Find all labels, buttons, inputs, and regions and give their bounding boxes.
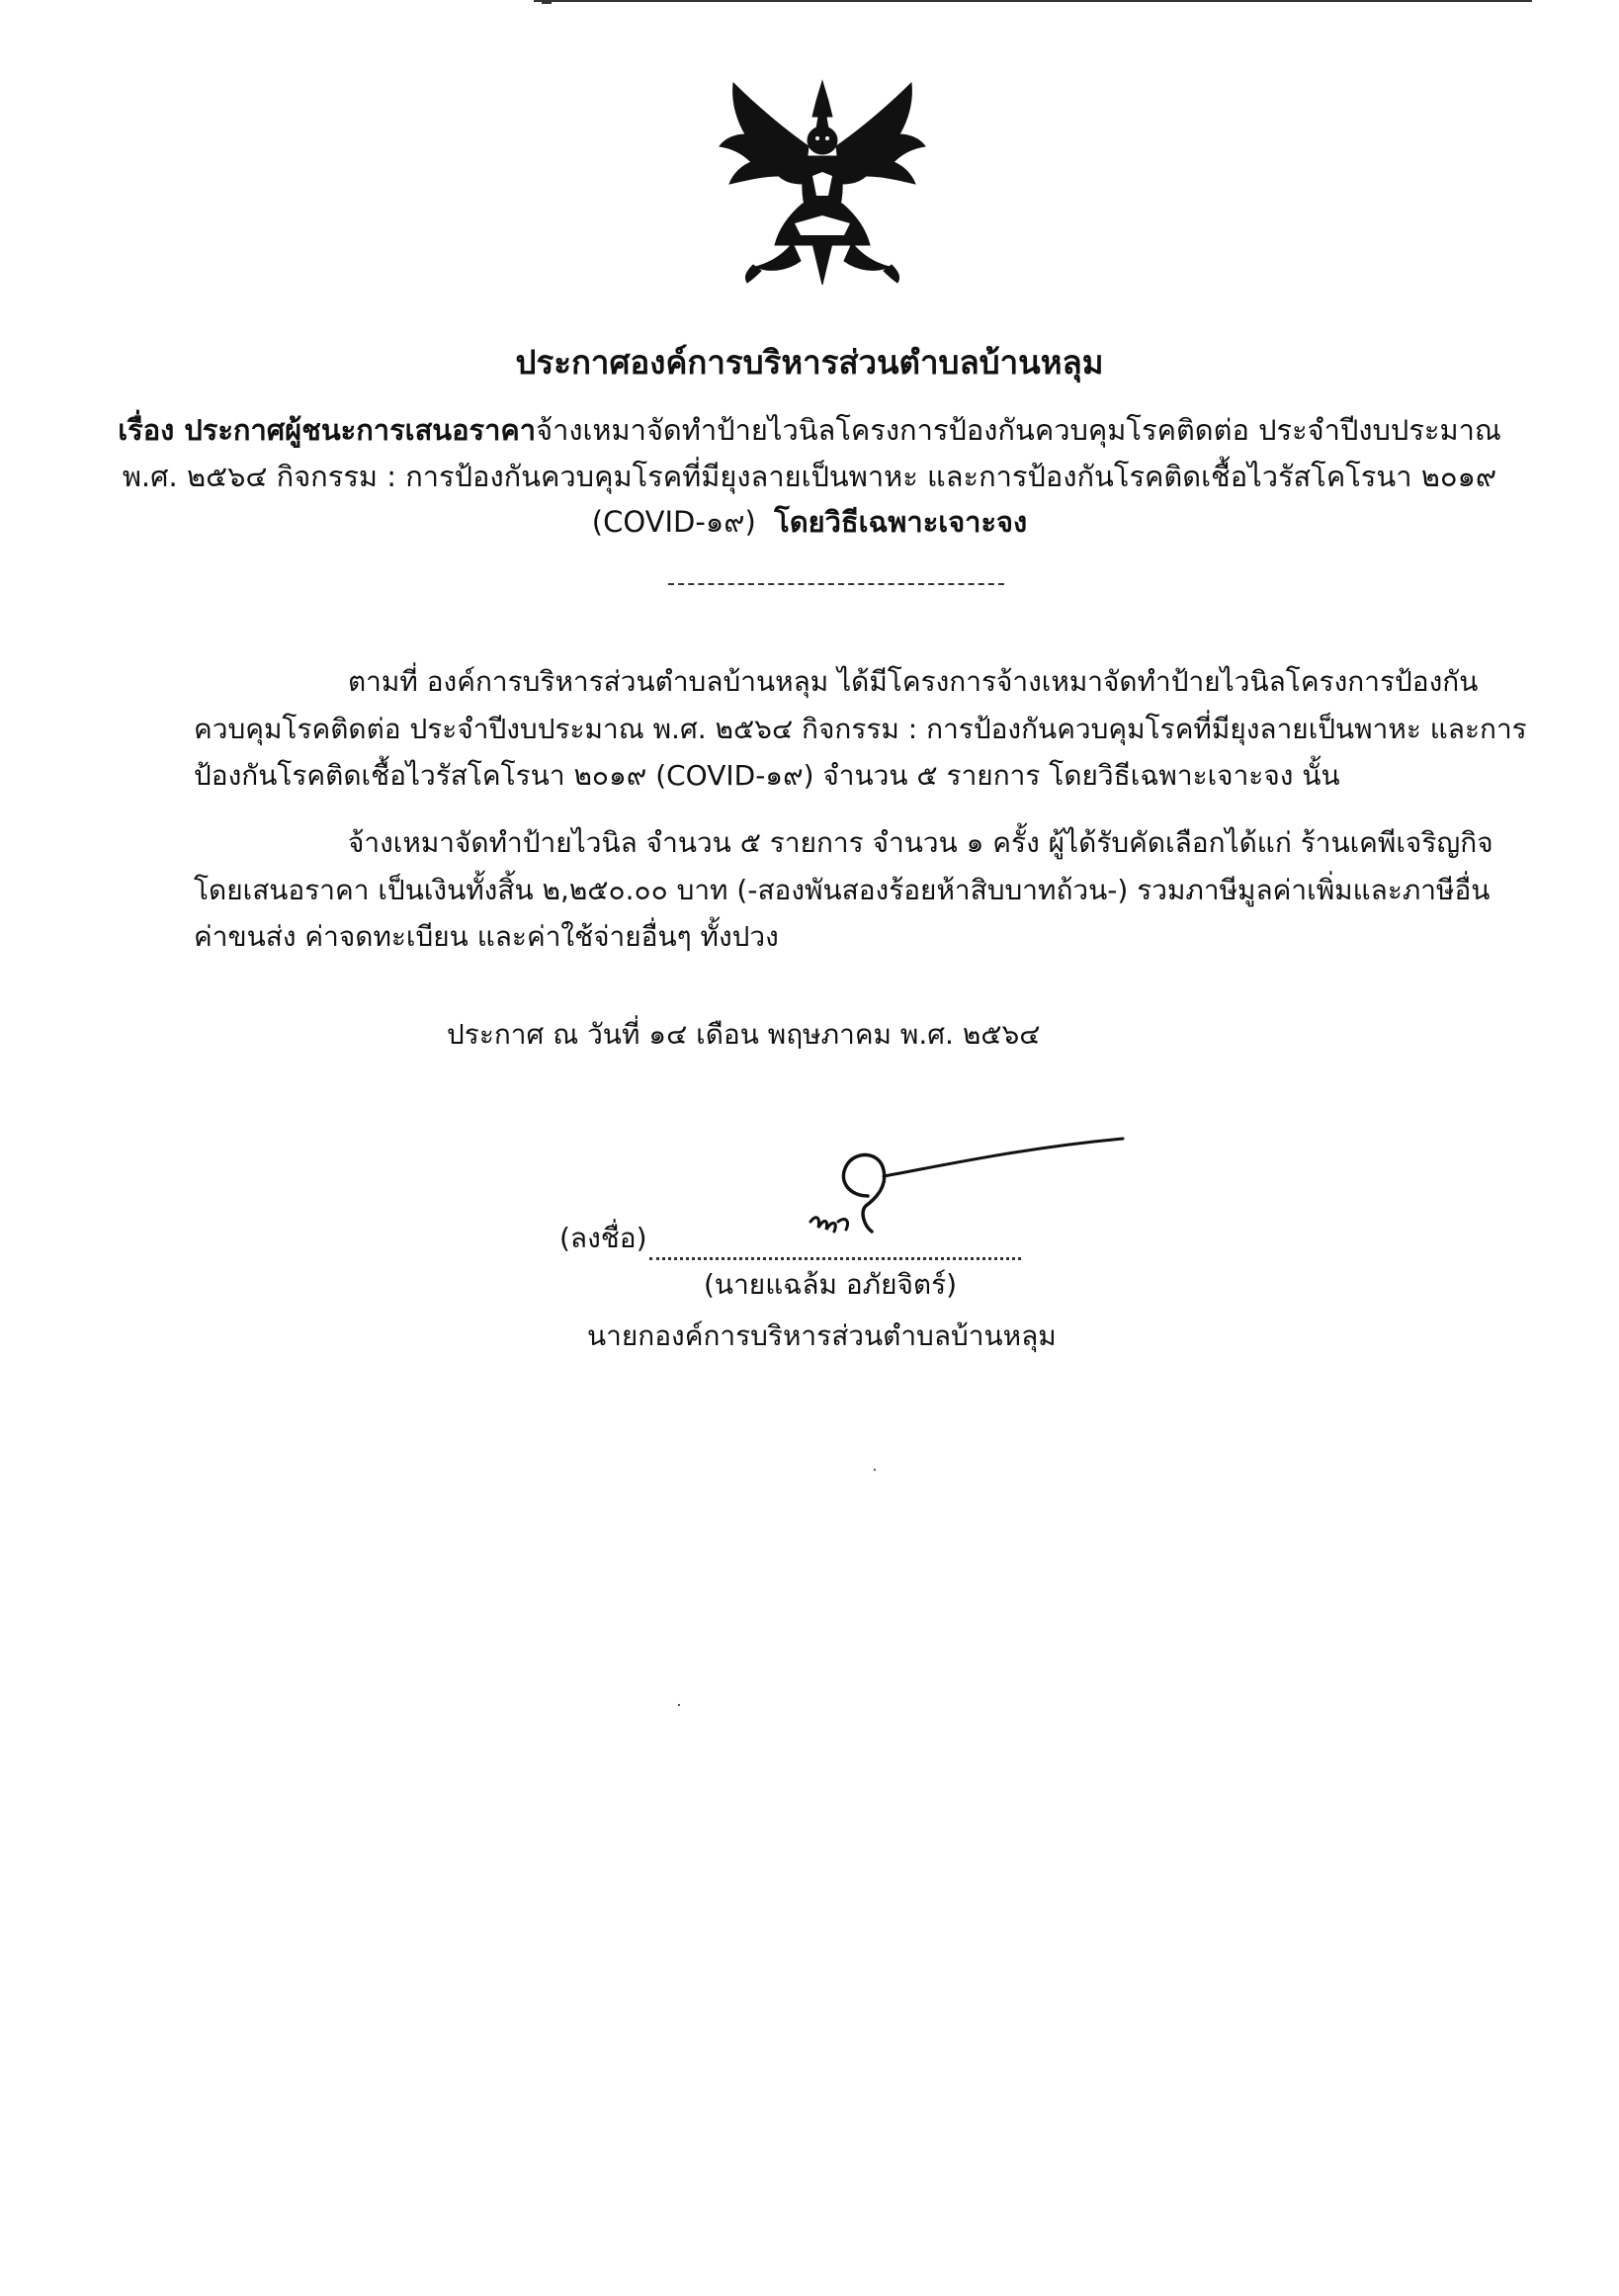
announcement-title: ประกาศองค์การบริหารส่วนตำบลบ้านหลุม [515,343,1104,382]
subject-covid: (COVID-๑๙) [591,505,756,539]
subject-label: เรื่อง ประกาศผู้ชนะการเสนอราคา [118,413,537,447]
garuda-emblem-icon [714,77,931,290]
subject-method: โดยวิธีเฉพาะเจาะจง [774,505,1028,539]
paragraph-1-line-1: ตามที่ องค์การบริหารส่วนตำบลบ้านหลุม ได้มีโครงการจ้างเหมาจัดทำป้ายไวนิลโครงการป้องกัน [348,665,1479,698]
signature-line [559,1217,1021,1260]
signer-position: นายกองค์การบริหารส่วนตำบลบ้านหลุม [587,1319,1057,1352]
subject-line-2: พ.ศ. ๒๕๖๔ กิจกรรม : การป้องกันควบคุมโรคที่มียุงลายเป็นพาหะ และการป้องกันโรคติดเชื้อไวรัสโคโรนา ๒๐๑๙ [122,460,1497,493]
scan-speck [678,1704,680,1706]
top-edge-tick [542,0,552,4]
subject-text-1: จ้างเหมาจัดทำป้ายไวนิลโครงการป้องกันควบคุมโรคติดต่อ ประจำปีงบประมาณ [536,413,1501,447]
dashed-divider [668,583,1004,585]
paragraph-1-line-2: ควบคุมโรคติดต่อ ประจำปีงบประมาณ พ.ศ. ๒๕๖๔ กิจกรรม : การป้องกันควบคุมโรคที่มียุงลายเป็นพาหะ และการ [194,713,1527,745]
signature-dotted-line [649,1232,1021,1260]
subject-line-3 [0,499,1619,545]
signature-prefix: (ลงชื่อ) [559,1222,647,1254]
scan-speck [874,1469,876,1471]
subject-line-1 [0,407,1619,453]
paragraph-2-line-3: ค่าขนส่ง ค่าจดทะเบียน และค่าใช้จ่ายอื่นๆ ทั้งปวง [194,920,779,953]
paragraph-2-line-1: จ้างเหมาจัดทำป้ายไวนิล จำนวน ๕ รายการ จำนวน ๑ ครั้ง ผู้ได้รับคัดเลือกได้แก่ ร้านเคพีเจริญกิจ [348,826,1493,859]
paragraph-1-line-3: ป้องกันโรคติดเชื้อไวรัสโคโรนา ๒๐๑๙ (COVID-๑๙) จำนวน ๕ รายการ โดยวิธีเฉพาะเจาะจง นั้น [194,759,1340,792]
top-edge-rule [534,0,1532,2]
signer-name: (นายแฉล้ม อภัยจิตร์) [704,1268,958,1301]
paragraph-2-line-2: โดยเสนอราคา เป็นเงินทั้งสิ้น ๒,๒๕๐.๐๐ บาท (-สองพันสองร้อยห้าสิบบาทถ้วน-) รวมภาษีมูลค่าเพิ่มและภาษีอื่น [194,874,1491,906]
announcement-date: ประกาศ ณ วันที่ ๑๔ เดือน พฤษภาคม พ.ศ. ๒๕๖๔ [447,1018,1041,1051]
